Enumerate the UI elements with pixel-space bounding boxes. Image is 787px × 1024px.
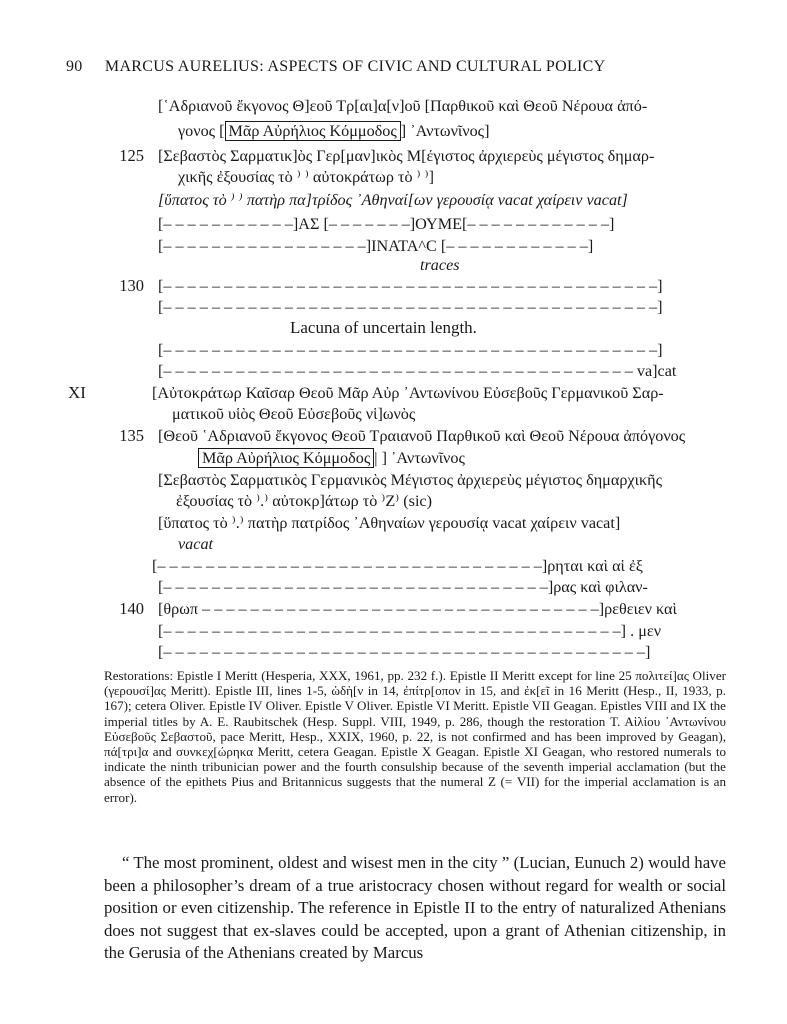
inscription-line: ματικοῦ υἱὸς Θεοῦ Εὐσεβοῦς νἱ]ωνὸς — [172, 405, 416, 423]
restorations-note: Restorations: Epistle I Meritt (Hesperia, XXX, 1961, pp. 232 f.). Epistle II Meritt except for line 25 πολιτεί]ας Oliver (γερουσί]ας Meritt). Epistle III, lines 1-5, ὡδὴ[ν in 14, ἐπίτρ[οπον in 15, and ἐκ[εῖ in 16 Meritt (Hesp., II, 1933, p. 167); cetera Oliver. Epistle IV Oliver. Epistle V Oliver. Epistle VI Meritt. Epistle VII Geagan. Epistles VIII and IX the imperial titles by A. E. Raubitschek (Hesp. Suppl. VIII, 1949, p. 286, though the restoration Τ. Αἰλίου ᾿Αντωνίνου Εὐσεβοῦς Σεβαστοῦ, pace Meritt, Hesp., XXIX, 1960, p. 22, is not confirmed and has been improved by Geagan), πά[τρι]α and συνκεχ[ώρηκα Meritt, cetera Geagan. Epistle X Geagan. Epistle XI Geagan, who restored numerals to indicate the ninth tribunician power and the fourth consulship because of the seventh imperial acclamation (but the absence of the epithets Pius and Britannicus suggests that the numeral Ζ (= VII) for the imperial acclamation is an error). — [104, 668, 726, 805]
inscription-line: [– – – – – – – – – – – – – – – – – – – – – – – – – – – – – – – –]ρηται καὶ αἱ ἐξ — [152, 557, 643, 575]
inscription-line: [Σεβαστὸς Σαρματικ]ὸς Γερ[μαν]ικὸς Μ[έγιστος ἀρχιερεὺς μέγιστος δημαρ- — [158, 147, 655, 165]
inscription-line: [– – – – – – – – – – – – – – – – –]ΙΝΑΤΑ^C [– – – – – – – – – – – –] — [158, 237, 594, 255]
inscription-fragment: ] ᾿Αντωνῖνος — [381, 449, 465, 467]
inscription-line: [θρωπ – – – – – – – – – – – – – – – – – – – – – – – – – – – – – – – – –]ρεθειεν καὶ — [158, 600, 677, 618]
dash-line: [– – – – – – – – – – – – – – – – – – – – – – – – – – – – – – – – – – – – – – – – –] — [158, 341, 663, 359]
lacuna-note: Lacuna of uncertain length. — [290, 318, 477, 337]
line-number: 140 — [119, 599, 144, 618]
inscription-line: [– – – – – – – – – – –]ΑΣ [– – – – – – –]ΟΥΜΕ[– – – – – – – – – – – –] — [158, 215, 615, 233]
line-number: 125 — [119, 146, 144, 165]
inscription-line: [Θεοῦ ῾Αδριανοῦ ἔκγονος Θεοῦ Τραιανοῦ Παρθικοῦ καὶ Θεοῦ Νέρουα ἀπόγονος — [158, 427, 686, 445]
inscription-line: [ὕπατος τὸ ⁾.⁾ πατὴρ πατρίδος ᾿Αθηναίων γερουσίᾳ vacat χαίρειν vacat] — [158, 514, 621, 532]
running-header — [66, 58, 726, 76]
inscription-line: [– – – – – – – – – – – – – – – – – – – – – – – – – – – – – – – – – – – – – –] . μεν — [158, 622, 662, 640]
inscription-line: Μᾶρ Αὐρήλιος Κόμμοδος | ] ᾿Αντωνῖνος — [198, 448, 465, 468]
inscription-line: [῾Αδριανοῦ ἔκγονος Θ]εοῦ Τρ[αι]α[ν]οῦ [Παρθικοῦ καὶ Θεοῦ Νέρουα ἀπό- — [158, 97, 648, 115]
inscription-line: χικῆς ἐξουσίας τὸ ⁾ ⁾ αὐτοκράτωρ τὸ ⁾ ⁾] — [178, 168, 434, 186]
line-number: 135 — [119, 426, 144, 445]
boxed-name: Μᾶρ Αὐρήλιος Κόμμοδος — [198, 448, 374, 468]
inscription-line: [ὕπατος τὸ ⁾ ⁾ πατὴρ πα]τρίδος ᾿Αθηναί[ων γερουσίᾳ vacat χαίρειν vacat] — [158, 191, 628, 209]
line-number: 130 — [119, 276, 144, 295]
inscription-line: [Αὐτοκράτωρ Καῖσαρ Θεοῦ Μᾶρ Αὐρ ᾿Αντωνίνου Εὐσεβοῦς Γερμανικοῦ Σαρ- — [152, 384, 664, 402]
vacat-word: vacat — [178, 535, 214, 553]
running-title: MARCUS AURELIUS: ASPECTS OF CIVIC AND CULTURAL POLICY — [104, 58, 606, 75]
inscription-line: [– – – – – – – – – – – – – – – – – – – – – – – – – – – – – – – – – – – – – – – –] — [158, 643, 651, 661]
inscription-line: [– – – – – – – – – – – – – – – – – – – – – – – – – – – – – – – –]ρας καὶ φιλαν- — [158, 578, 648, 596]
traces-label: traces — [420, 256, 460, 274]
inscription-fragment: ᾿Αντωνῖνος] — [410, 122, 490, 140]
inscription-line: [Σεβαστὸς Σαρματικὸς Γερμανικὸς Μέγιστος ἀρχιερεὺς μέγιστος δημαρχικῆς — [158, 471, 662, 489]
inscription-fragment: γονος — [178, 122, 216, 140]
section-number: XI — [68, 383, 86, 402]
inscription-line: ἐξουσίας τὸ ⁾.⁾ αὐτοκρ]άτωρ τὸ ⁾Ζ⁾ (sic) — [176, 492, 433, 510]
page-number: 90 — [66, 58, 83, 75]
vacat-line: [– – – – – – – – – – – – – – – – – – – – – – – – – – – – – – – – – – – – – – – va]cat — [158, 362, 677, 380]
dash-line: [– – – – – – – – – – – – – – – – – – – – – – – – – – – – – – – – – – – – – – – – –] — [158, 298, 663, 316]
dash-line: [– – – – – – – – – – – – – – – – – – – – – – – – – – – – – – – – – – – – – – – – –] — [158, 277, 663, 295]
body-paragraph: “ The most prominent, oldest and wisest men in the city ” (Lucian, Eunuch 2) would have been a philosopher’s dream of a true aristocracy chosen without regard for wealth or social position or even citizenship. The reference in Epistle II to the entry of naturalized Athenians does not suggest that ex-slaves could be accepted, upon a grant of Athenian citizenship, in the Gerusia of the Athenians created by Marcus — [104, 853, 726, 963]
boxed-name: Μᾶρ Αὐρήλιος Κόμμοδος — [225, 121, 401, 141]
inscription-line: γονος [ Μᾶρ Αὐρήλιος Κόμμοδος ] ᾿Αντωνῖνος] — [178, 122, 490, 140]
